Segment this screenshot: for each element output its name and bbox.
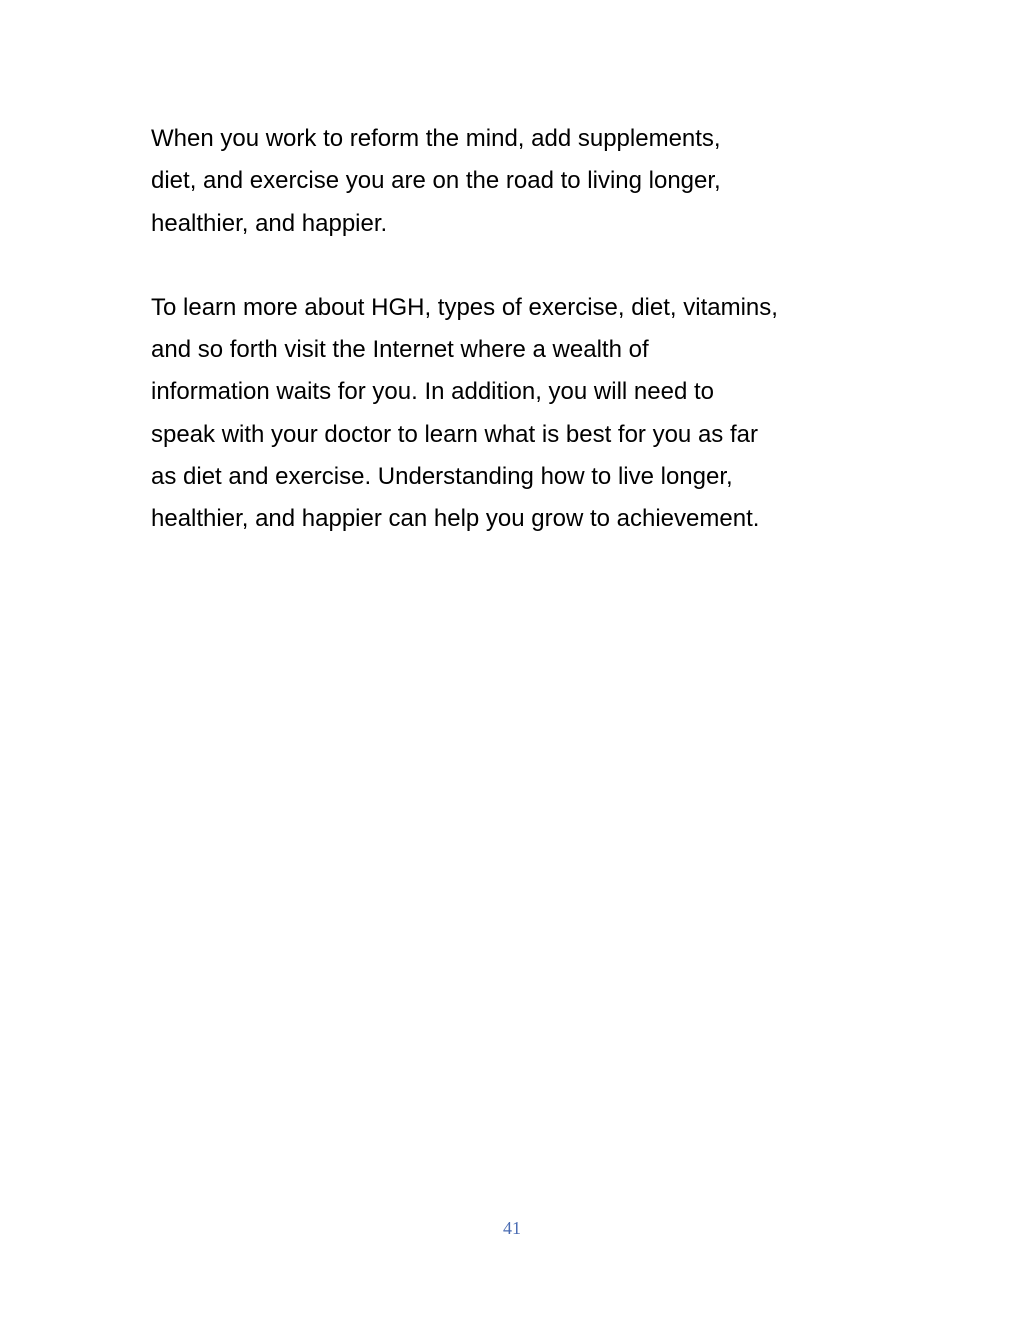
page-number: 41 bbox=[503, 1218, 521, 1238]
paragraph-2 bbox=[151, 287, 891, 541]
paragraph-line: diet, and exercise you are on the road to living longer, bbox=[151, 167, 721, 195]
body-text bbox=[151, 118, 891, 583]
paragraph-line: speak with your doctor to learn what is best for you as far bbox=[151, 420, 758, 448]
paragraph-line: When you work to reform the mind, add supplements, bbox=[151, 125, 721, 152]
paragraph-line: healthier, and happier can help you grow to achievement. bbox=[151, 505, 760, 533]
paragraph-line: as diet and exercise. Understanding how to live longer, bbox=[151, 463, 733, 491]
paragraph-line: healthier, and happier. bbox=[151, 209, 388, 237]
paragraph-line: To learn more about HGH, types of exercise, diet, vitamins, bbox=[151, 293, 778, 321]
paragraph-line: and so forth visit the Internet where a wealth of bbox=[151, 336, 649, 364]
paragraph-line: information waits for you. In addition, you will need to bbox=[151, 378, 714, 406]
paragraph-1 bbox=[151, 118, 891, 245]
